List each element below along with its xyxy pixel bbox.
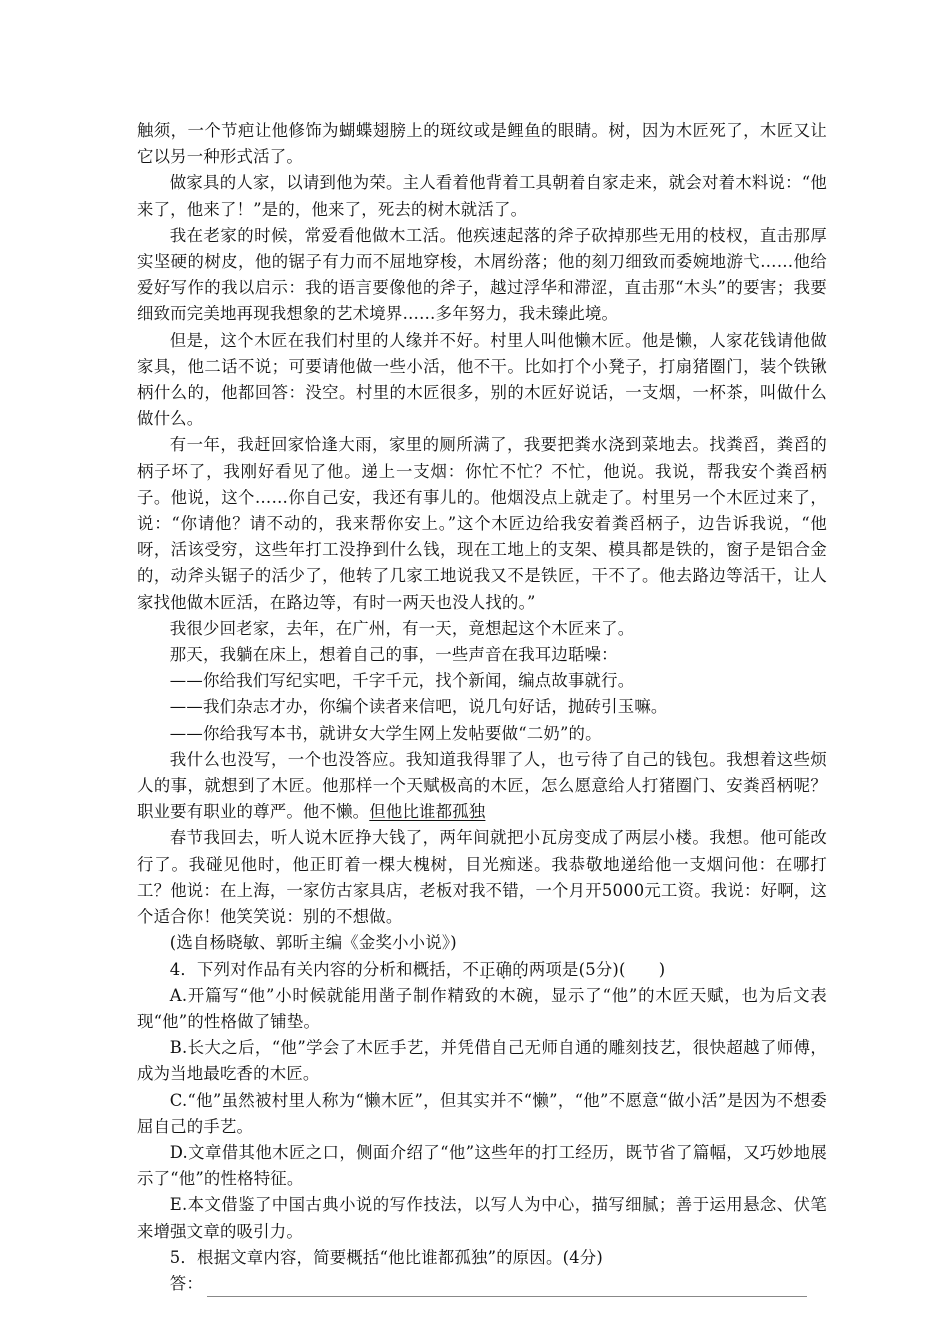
document-page	[137, 118, 827, 1297]
option-e: E.本文借鉴了中国古典小说的写作技法，以写人为中心，描写细腻；善于运用悬念、伏笔来增强文章的吸引力。	[137, 1195, 827, 1241]
paragraph: 但是，这个木匠在我们村里的人缘并不好。村里人叫他懒木匠。他是懒，人家花钱请他做家具，他二话不说；可要请他做一些小活，他不干。比如打个小凳子，打扇猪圈门，装个铁锹柄什么的，他都回答：没空。村里的木匠很多，别的木匠好说话，一支烟，一杯茶，叫做什么做什么。	[137, 330, 827, 429]
paragraph-lonely	[137, 747, 827, 826]
paragraph: 有一年，我赶回家恰逢大雨，家里的厕所满了，我要把粪水浇到菜地去。找粪舀，粪舀的柄子坏了，我刚好看见了他。递上一支烟：你忙不忙？不忙，他说。我说，帮我安个粪舀柄子。他说，这个……你自己安，我还有事儿的。他烟没点上就走了。村里另一个木匠过来了，说：“你请他？请不动的，我来帮你安上。”这个木匠边给我安着粪舀柄子，边告诉我说，“他呀，活该受穷，这些年打工没挣到什么钱，现在工地上的支架、模具都是铁的，窗子是铝合金的，动斧头锯子的活少了，他转了几家工地说我又不是铁匠，干不了。他去路边等活干，让人家找他做木匠活，在路边等，有时一两天也没人找的。”	[137, 435, 827, 612]
source-citation: (选自杨晓敏、郭昕主编《金奖小小说》)	[169, 933, 457, 953]
dialogue-line: ——我们杂志才办，你编个读者来信吧，说几句好话，抛砖引玉嘛。	[169, 697, 668, 717]
underlined-phrase: 但他比谁都孤独	[369, 802, 486, 822]
dialogue-line: ——你给我们写纪实吧，千字千元，找个新闻，编点故事就行。	[169, 671, 635, 691]
emphasis-char: 确	[495, 959, 513, 979]
answer-row	[137, 1271, 827, 1297]
question-5: 5．根据文章内容，简要概括“他比谁都孤独”的原因。(4分)	[169, 1247, 603, 1267]
paragraph: 我很少回老家，去年，在广州，有一天，竟想起这个木匠来了。	[169, 618, 635, 638]
emphasis-char: 正	[479, 959, 496, 979]
option-b: B.长大之后，“他”学会了木匠手艺，并凭借自己无师自通的雕刻技艺，很快超越了师傅，成为当地最吃香的木匠。	[137, 1038, 827, 1084]
question-text: 的两项是(5分)( )	[512, 959, 666, 979]
question-text: 4．下列对作品有关内容的分析和概括，	[169, 959, 463, 979]
answer-label: 答：	[169, 1273, 203, 1293]
option-c: C.“他”虽然被村里人称为“懒木匠”，但其实并不“懒”，“他”不愿意“做小活”是因为不想委屈自己的手艺。	[137, 1090, 827, 1136]
paragraph-text: 我什么也没写，一个也没答应。我知道我得罪了人，也亏待了自己的钱包。我想着这些烦人的事，就想到了木匠。他那样一个天赋极高的木匠，怎么愿意给人打猪圈门、安粪舀柄呢？职业要有职业的尊严。他不懒。	[137, 749, 827, 822]
paragraph: 做家具的人家，以请到他为荣。主人看着他背着工具朝着自家走来，就会对着木料说：“他来了，他来了！”是的，他来了，死去的树木就活了。	[137, 173, 827, 219]
option-d: D.文章借其他木匠之口，侧面介绍了“他”这些年的打工经历，既节省了篇幅，又巧妙地展示了“他”的性格特征。	[137, 1142, 827, 1189]
emphasis-char: 不	[462, 959, 480, 979]
paragraph: 触须，一个节疤让他修饰为蝴蝶翅膀上的斑纹或是鲤鱼的眼睛。树，因为木匠死了，木匠又让它以另一种形式活了。	[137, 121, 827, 167]
dialogue-line: ——你给我写本书，就讲女大学生网上发帖要做“二奶”的。	[169, 723, 602, 743]
paragraph: 我在老家的时候，常爱看他做木工活。他疾速起落的斧子砍掉那些无用的枝杈，直击那厚实坚硬的树皮，他的锯子有力而不屈地穿梭，木屑纷落；他的刻刀细致而委婉地游弋……他给爱好写作的我以启示：我的语言要像他的斧子，越过浮华和滞涩，直击那“木头”的要害；我要细致而完美地再现我想象的艺术境界……多年努力，我未臻此境。	[137, 225, 827, 324]
paragraph: 春节我回去，听人说木匠挣大钱了，两年间就把小瓦房变成了两层小楼。我想。他可能改行了。我碰见他时，他正盯着一棵大槐树，目光痴迷。我恭敬地递给他一支烟问他：在哪打工？他说：在上海，一家仿古家具店，老板对我不错，一个月开5000元工资。我说：好啊，这个适合你！他笑笑说：别的不想做。	[137, 828, 827, 927]
question-4	[137, 957, 827, 983]
answer-blank-line[interactable]	[207, 1278, 807, 1297]
paragraph: 那天，我躺在床上，想着自己的事，一些声音在我耳边聒噪：	[169, 645, 618, 665]
option-a: A.开篇写“他”小时候就能用凿子制作精致的木碗，显示了“他”的木匠天赋，也为后文表现“他”的性格做了铺垫。	[137, 985, 827, 1031]
